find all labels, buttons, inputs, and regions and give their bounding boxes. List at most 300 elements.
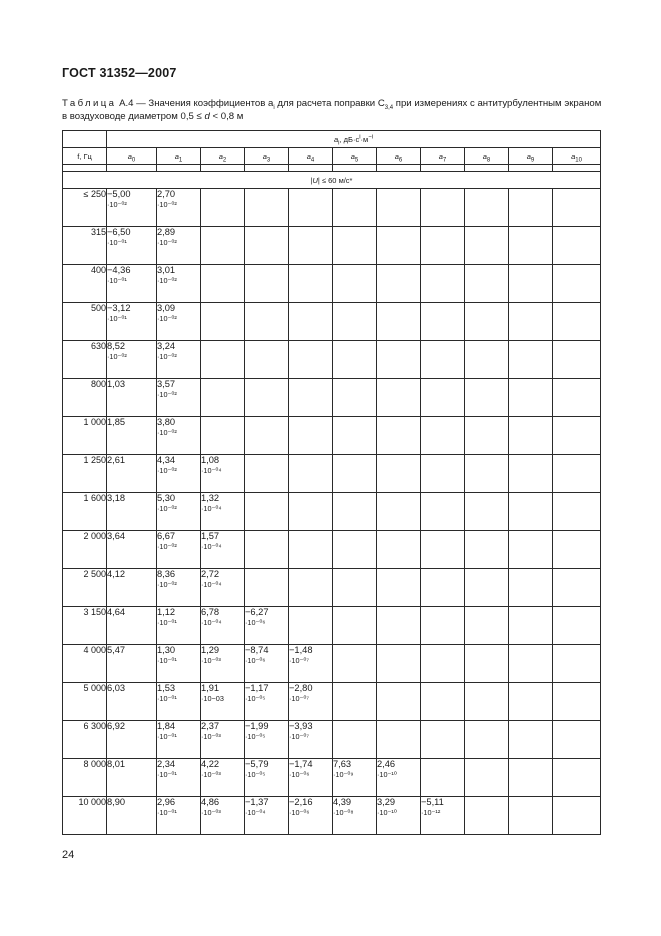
coefficient-cell-a0 xyxy=(107,569,157,607)
coefficient-cell-a0 xyxy=(107,645,157,683)
coefficient-cell-a0 xyxy=(107,759,157,797)
coefficient-cell-a8 xyxy=(465,265,509,303)
exponent: ·10⁻⁰² xyxy=(157,276,177,285)
mantissa: 4,86 xyxy=(201,797,220,807)
coefficient-header-a7: $a_7$ xyxy=(421,148,465,165)
mantissa: 2,46 xyxy=(377,759,396,769)
exponent: ·10⁻⁰⁷ xyxy=(289,694,309,703)
exponent: ·10⁻⁰⁴ xyxy=(201,542,222,551)
coefficient-cell-a9 xyxy=(509,759,553,797)
caption-text-3: при измерениях с антитурбулентным экраном в воздуховоде диаметром 0,5 ≤ xyxy=(62,98,602,122)
coefficient-cell-a3 xyxy=(245,189,289,227)
coefficient-cell-a5 xyxy=(333,189,377,227)
exponent: ·10−03 xyxy=(201,694,224,703)
mantissa: −6,27 xyxy=(245,607,269,617)
mantissa: 1,12 xyxy=(157,607,176,617)
exponent: ·10⁻⁰³ xyxy=(201,770,221,779)
coefficient-cell-a2 xyxy=(201,645,245,683)
coefficient-cell-a4 xyxy=(289,189,333,227)
coefficient-cell-a5 xyxy=(333,797,377,835)
coefficient-cell-a1 xyxy=(157,341,201,379)
coefficient-cell-a9 xyxy=(509,531,553,569)
coefficient-cell-a5 xyxy=(333,493,377,531)
coefficient-cell-a1 xyxy=(157,645,201,683)
coefficient-cell-a7 xyxy=(421,645,465,683)
coefficient-cell-a4 xyxy=(289,721,333,759)
coefficient-cell-a10 xyxy=(553,341,601,379)
coefficient-cell-a6 xyxy=(377,531,421,569)
exponent: ·10⁻⁰² xyxy=(157,352,177,361)
exponent: ·10⁻⁰⁴ xyxy=(201,504,222,513)
mantissa: 4,64 xyxy=(107,607,126,617)
table-row xyxy=(63,721,601,759)
coefficient-cell-a4 xyxy=(289,455,333,493)
mantissa: −1,17 xyxy=(245,683,269,693)
coefficient-cell-a8 xyxy=(465,721,509,759)
coefficient-cell-a8 xyxy=(465,645,509,683)
coefficient-cell-a7 xyxy=(421,569,465,607)
caption-text-4: < 0,8 м xyxy=(209,111,244,122)
table-row xyxy=(63,569,601,607)
coefficient-cell-a3 xyxy=(245,341,289,379)
coefficient-cell-a8 xyxy=(465,189,509,227)
coefficient-cell-a0 xyxy=(107,683,157,721)
mantissa: 1,08 xyxy=(201,455,220,465)
mantissa: 3,29 xyxy=(377,797,396,807)
table-row xyxy=(63,493,601,531)
table-row xyxy=(63,341,601,379)
mantissa: 8,01 xyxy=(107,759,126,769)
coefficient-cell-a9 xyxy=(509,227,553,265)
coefficient-cell-a1 xyxy=(157,569,201,607)
frequency-cell: 1 600 xyxy=(63,493,107,531)
coefficient-cell-a1 xyxy=(157,721,201,759)
table-row xyxy=(63,645,601,683)
mantissa: 2,72 xyxy=(201,569,220,579)
coefficient-cell-a10 xyxy=(553,417,601,455)
coefficient-cell-a5 xyxy=(333,303,377,341)
coefficient-cell-a2 xyxy=(201,721,245,759)
coefficient-cell-a4 xyxy=(289,683,333,721)
mantissa: 1,03 xyxy=(107,379,126,389)
exponent: ·10⁻¹⁰ xyxy=(377,770,397,779)
coefficient-cell-a3 xyxy=(245,531,289,569)
mantissa: 1,57 xyxy=(201,531,220,541)
coefficient-cell-a4 xyxy=(289,759,333,797)
coefficient-cell-a9 xyxy=(509,265,553,303)
coefficient-cell-a7 xyxy=(421,721,465,759)
mantissa: 3,57 xyxy=(157,379,176,389)
coefficient-cell-a4 xyxy=(289,303,333,341)
exponent: ·10⁻⁰² xyxy=(157,200,177,209)
coefficient-cell-a6 xyxy=(377,265,421,303)
coefficient-cell-a9 xyxy=(509,721,553,759)
coefficient-cell-a8 xyxy=(465,379,509,417)
coefficient-cell-a4 xyxy=(289,417,333,455)
coefficient-cell-a0 xyxy=(107,189,157,227)
coefficient-cell-a10 xyxy=(553,721,601,759)
coefficient-cell-a5 xyxy=(333,265,377,303)
coefficient-cell-a6 xyxy=(377,759,421,797)
frequency-cell: 500 xyxy=(63,303,107,341)
coefficient-cell-a6 xyxy=(377,683,421,721)
exponent: ·10⁻⁰³ xyxy=(201,808,221,817)
coefficient-cell-a8 xyxy=(465,303,509,341)
exponent: ·10⁻⁰⁴ xyxy=(201,580,222,589)
exponent: ·10⁻⁰⁶ xyxy=(289,808,310,817)
caption-sub-i: i xyxy=(273,104,275,111)
coefficient-cell-a10 xyxy=(553,227,601,265)
coefficient-cell-a8 xyxy=(465,227,509,265)
coefficient-cell-a9 xyxy=(509,569,553,607)
coefficient-cell-a2 xyxy=(201,227,245,265)
exponent: ·10⁻⁰⁵ xyxy=(245,694,266,703)
coefficient-cell-a5 xyxy=(333,417,377,455)
mantissa: 1,32 xyxy=(201,493,220,503)
mantissa: 1,91 xyxy=(201,683,220,693)
table-row xyxy=(63,531,601,569)
mantissa: 1,85 xyxy=(107,417,126,427)
coefficient-cell-a6 xyxy=(377,721,421,759)
mantissa: 2,96 xyxy=(157,797,176,807)
coefficient-cell-a3 xyxy=(245,721,289,759)
coefficient-cell-a8 xyxy=(465,341,509,379)
exponent: ·10⁻¹⁰ xyxy=(377,808,397,817)
table-row xyxy=(63,455,601,493)
frequency-cell: 2 500 xyxy=(63,569,107,607)
exponent: ·10⁻⁰² xyxy=(157,428,177,437)
coefficient-cell-a3 xyxy=(245,265,289,303)
coefficient-cell-a4 xyxy=(289,341,333,379)
coefficient-cell-a5 xyxy=(333,607,377,645)
exponent: ·10⁻⁰¹ xyxy=(157,732,177,741)
coefficient-cell-a1 xyxy=(157,417,201,455)
coefficient-cell-a9 xyxy=(509,797,553,835)
coefficient-cell-a3 xyxy=(245,455,289,493)
table-caption xyxy=(62,97,607,123)
coefficient-header-a3: $a_3$ xyxy=(245,148,289,165)
exponent: ·10⁻⁰² xyxy=(157,390,177,399)
frequency-cell: 10 000 xyxy=(63,797,107,835)
coefficient-cell-a5 xyxy=(333,721,377,759)
mantissa: 6,78 xyxy=(201,607,220,617)
exponent: ·10⁻⁰¹ xyxy=(107,238,127,247)
coefficient-cell-a8 xyxy=(465,493,509,531)
coefficient-cell-a10 xyxy=(553,189,601,227)
coefficient-cell-a10 xyxy=(553,607,601,645)
coefficient-cell-a4 xyxy=(289,379,333,417)
header-spacer-row xyxy=(63,165,601,172)
caption-text: А.4 — Значения коэффициентов a xyxy=(116,98,274,109)
coefficient-cell-a5 xyxy=(333,341,377,379)
coefficient-cell-a0 xyxy=(107,417,157,455)
coefficient-cell-a4 xyxy=(289,645,333,683)
mantissa: 1,84 xyxy=(157,721,176,731)
frequency-cell: 6 300 xyxy=(63,721,107,759)
coefficient-cell-a1 xyxy=(157,493,201,531)
coefficient-cell-a2 xyxy=(201,607,245,645)
frequency-cell: 3 150 xyxy=(63,607,107,645)
coefficient-cell-a0 xyxy=(107,493,157,531)
coefficient-cell-a3 xyxy=(245,607,289,645)
mantissa: 2,70 xyxy=(157,189,176,199)
coefficient-cell-a9 xyxy=(509,607,553,645)
exponent: ·10⁻⁰³ xyxy=(201,656,221,665)
exponent: ·10⁻⁰⁵ xyxy=(245,770,266,779)
table-row xyxy=(63,227,601,265)
frequency-cell: 2 000 xyxy=(63,531,107,569)
frequency-cell: 5 000 xyxy=(63,683,107,721)
table-row xyxy=(63,417,601,455)
mantissa: −3,93 xyxy=(289,721,313,731)
mantissa: −1,37 xyxy=(245,797,269,807)
mantissa: 3,64 xyxy=(107,531,126,541)
coefficient-cell-a8 xyxy=(465,417,509,455)
mantissa: −2,80 xyxy=(289,683,313,693)
caption-word: Таблица xyxy=(62,98,117,109)
coefficient-cell-a0 xyxy=(107,455,157,493)
coefficient-cell-a2 xyxy=(201,493,245,531)
table-row xyxy=(63,189,601,227)
coefficient-cell-a3 xyxy=(245,417,289,455)
mantissa: 3,80 xyxy=(157,417,176,427)
coefficient-cell-a3 xyxy=(245,303,289,341)
coefficient-cell-a10 xyxy=(553,265,601,303)
coefficient-cell-a5 xyxy=(333,645,377,683)
mantissa: 8,36 xyxy=(157,569,176,579)
coefficient-cell-a0 xyxy=(107,303,157,341)
coefficient-cell-a7 xyxy=(421,531,465,569)
table-row xyxy=(63,379,601,417)
coefficient-cell-a2 xyxy=(201,569,245,607)
caption-sub-34: 3,4 xyxy=(384,104,394,111)
coefficient-cell-a1 xyxy=(157,455,201,493)
exponent: ·10⁻⁰² xyxy=(157,238,177,247)
coefficient-cell-a0 xyxy=(107,797,157,835)
coefficient-cell-a1 xyxy=(157,379,201,417)
coefficient-cell-a6 xyxy=(377,417,421,455)
coefficient-cell-a1 xyxy=(157,607,201,645)
coefficient-cell-a6 xyxy=(377,227,421,265)
mantissa: 4,22 xyxy=(201,759,220,769)
coefficient-cell-a10 xyxy=(553,797,601,835)
mantissa: 3,24 xyxy=(157,341,176,351)
coefficient-cell-a7 xyxy=(421,455,465,493)
coefficient-cell-a9 xyxy=(509,379,553,417)
table-row xyxy=(63,303,601,341)
coefficient-cell-a2 xyxy=(201,265,245,303)
condition-row xyxy=(63,172,601,189)
exponent: ·10⁻⁰² xyxy=(157,580,177,589)
coefficient-cell-a10 xyxy=(553,759,601,797)
coefficient-cell-a1 xyxy=(157,683,201,721)
coefficient-cell-a7 xyxy=(421,265,465,303)
exponent: ·10⁻⁰² xyxy=(157,504,177,513)
coefficient-cell-a9 xyxy=(509,493,553,531)
mantissa: −1,48 xyxy=(289,645,313,655)
coefficient-cell-a6 xyxy=(377,645,421,683)
frequency-cell: ≤ 250 xyxy=(63,189,107,227)
frequency-cell: 4 000 xyxy=(63,645,107,683)
coefficient-cell-a6 xyxy=(377,607,421,645)
coefficient-cell-a6 xyxy=(377,189,421,227)
coefficient-cell-a4 xyxy=(289,797,333,835)
mantissa: 7,63 xyxy=(333,759,352,769)
coefficient-cell-a7 xyxy=(421,341,465,379)
coefficient-cell-a1 xyxy=(157,189,201,227)
exponent: ·10⁻⁰⁵ xyxy=(245,732,266,741)
mantissa: −6,50 xyxy=(107,227,131,237)
empty-corner-cell xyxy=(63,131,107,148)
coefficient-cell-a7 xyxy=(421,303,465,341)
caption-d: d xyxy=(204,111,210,122)
coefficient-cell-a0 xyxy=(107,265,157,303)
coefficient-cell-a10 xyxy=(553,379,601,417)
exponent: ·10⁻⁰² xyxy=(107,200,127,209)
mantissa: 1,53 xyxy=(157,683,176,693)
mantissa: 3,09 xyxy=(157,303,176,313)
exponent: ·10⁻⁰² xyxy=(157,314,177,323)
document-title: ГОСТ 31352—2007 xyxy=(62,66,177,80)
mantissa: 2,37 xyxy=(201,721,220,731)
mantissa: 6,03 xyxy=(107,683,126,693)
coefficient-cell-a7 xyxy=(421,417,465,455)
coefficient-cell-a10 xyxy=(553,493,601,531)
coefficient-cell-a7 xyxy=(421,683,465,721)
coefficient-header-a4: $a_4$ xyxy=(289,148,333,165)
coefficient-cell-a3 xyxy=(245,379,289,417)
exponent: ·10⁻⁰¹ xyxy=(107,314,127,323)
exponent: ·10⁻⁰⁴ xyxy=(201,466,222,475)
exponent: ·10⁻⁰³ xyxy=(201,732,221,741)
table-row xyxy=(63,607,601,645)
coefficient-cell-a3 xyxy=(245,797,289,835)
coefficient-cell-a7 xyxy=(421,227,465,265)
mantissa: −1,74 xyxy=(289,759,313,769)
coefficient-cell-a6 xyxy=(377,493,421,531)
coefficient-cell-a2 xyxy=(201,417,245,455)
coefficient-cell-a5 xyxy=(333,569,377,607)
mantissa: 5,47 xyxy=(107,645,126,655)
frequency-cell: 800 xyxy=(63,379,107,417)
exponent: ·10⁻⁰⁶ xyxy=(289,770,310,779)
coefficient-cell-a10 xyxy=(553,569,601,607)
frequency-cell: 1 250 xyxy=(63,455,107,493)
coefficient-header-a0: $a_0$ xyxy=(107,148,157,165)
mantissa: 2,89 xyxy=(157,227,176,237)
coefficient-cell-a7 xyxy=(421,607,465,645)
coefficient-cell-a4 xyxy=(289,265,333,303)
coefficient-cell-a7 xyxy=(421,493,465,531)
mantissa: −5,79 xyxy=(245,759,269,769)
coefficient-cell-a2 xyxy=(201,303,245,341)
coefficient-cell-a8 xyxy=(465,607,509,645)
exponent: ·10⁻⁰¹ xyxy=(157,656,177,665)
caption-text-2: для расчета поправки C xyxy=(274,98,385,109)
coefficient-cell-a10 xyxy=(553,455,601,493)
coefficient-cell-a5 xyxy=(333,227,377,265)
coefficient-cell-a2 xyxy=(201,531,245,569)
coefficient-cell-a6 xyxy=(377,303,421,341)
coefficient-cell-a8 xyxy=(465,569,509,607)
frequency-cell: 8 000 xyxy=(63,759,107,797)
coefficient-cell-a9 xyxy=(509,645,553,683)
coefficient-cell-a0 xyxy=(107,379,157,417)
mantissa: 5,30 xyxy=(157,493,176,503)
exponent: ·10⁻⁰⁷ xyxy=(289,732,309,741)
coefficient-cell-a0 xyxy=(107,721,157,759)
coefficient-header-a5: $a_5$ xyxy=(333,148,377,165)
exponent: ·10⁻⁰⁸ xyxy=(333,808,354,817)
coefficient-cell-a8 xyxy=(465,759,509,797)
coefficient-cell-a1 xyxy=(157,759,201,797)
coefficient-cell-a2 xyxy=(201,341,245,379)
mantissa: 3,01 xyxy=(157,265,176,275)
coefficient-cell-a10 xyxy=(553,683,601,721)
coefficient-cell-a5 xyxy=(333,455,377,493)
mantissa: 8,52 xyxy=(107,341,126,351)
mantissa: 6,67 xyxy=(157,531,176,541)
coefficient-cell-a5 xyxy=(333,379,377,417)
coefficient-cell-a9 xyxy=(509,455,553,493)
coefficient-cell-a0 xyxy=(107,341,157,379)
mantissa: 4,34 xyxy=(157,455,176,465)
coefficient-cell-a3 xyxy=(245,493,289,531)
coefficient-cell-a2 xyxy=(201,683,245,721)
exponent: ·10⁻⁰¹ xyxy=(157,808,177,817)
table-row xyxy=(63,683,601,721)
exponent: ·10⁻⁰⁶ xyxy=(245,656,266,665)
page-number: 24 xyxy=(62,849,75,861)
exponent: ·10⁻⁰⁴ xyxy=(245,808,266,817)
coefficient-cell-a8 xyxy=(465,455,509,493)
coefficient-cell-a6 xyxy=(377,379,421,417)
coefficient-cell-a0 xyxy=(107,531,157,569)
coefficient-cell-a4 xyxy=(289,607,333,645)
mantissa: −1,99 xyxy=(245,721,269,731)
table-row xyxy=(63,759,601,797)
table-row xyxy=(63,797,601,835)
coefficient-header-a6: $a_6$ xyxy=(377,148,421,165)
coefficient-cell-a3 xyxy=(245,645,289,683)
coefficient-cell-a5 xyxy=(333,759,377,797)
coefficient-header-row xyxy=(63,148,601,165)
coefficient-cell-a6 xyxy=(377,455,421,493)
coefficient-cell-a10 xyxy=(553,531,601,569)
mantissa: 1,30 xyxy=(157,645,176,655)
coefficient-cell-a5 xyxy=(333,531,377,569)
exponent: ·10⁻⁰¹ xyxy=(157,770,177,779)
coefficient-cell-a9 xyxy=(509,341,553,379)
mantissa: 2,61 xyxy=(107,455,126,465)
coefficient-cell-a0 xyxy=(107,227,157,265)
coefficient-cell-a0 xyxy=(107,607,157,645)
coefficient-cell-a9 xyxy=(509,303,553,341)
coefficient-cell-a4 xyxy=(289,227,333,265)
coefficient-cell-a1 xyxy=(157,531,201,569)
coefficient-cell-a3 xyxy=(245,227,289,265)
mantissa: −2,16 xyxy=(289,797,313,807)
coefficient-cell-a4 xyxy=(289,493,333,531)
coefficient-header-a10: $a_{10}$ xyxy=(553,148,601,165)
frequency-cell: 400 xyxy=(63,265,107,303)
exponent: ·10⁻¹² xyxy=(421,808,441,817)
coefficient-cell-a3 xyxy=(245,683,289,721)
coefficient-cell-a2 xyxy=(201,759,245,797)
coefficient-cell-a1 xyxy=(157,265,201,303)
exponent: ·10⁻⁰¹ xyxy=(157,694,177,703)
coefficient-cell-a2 xyxy=(201,189,245,227)
